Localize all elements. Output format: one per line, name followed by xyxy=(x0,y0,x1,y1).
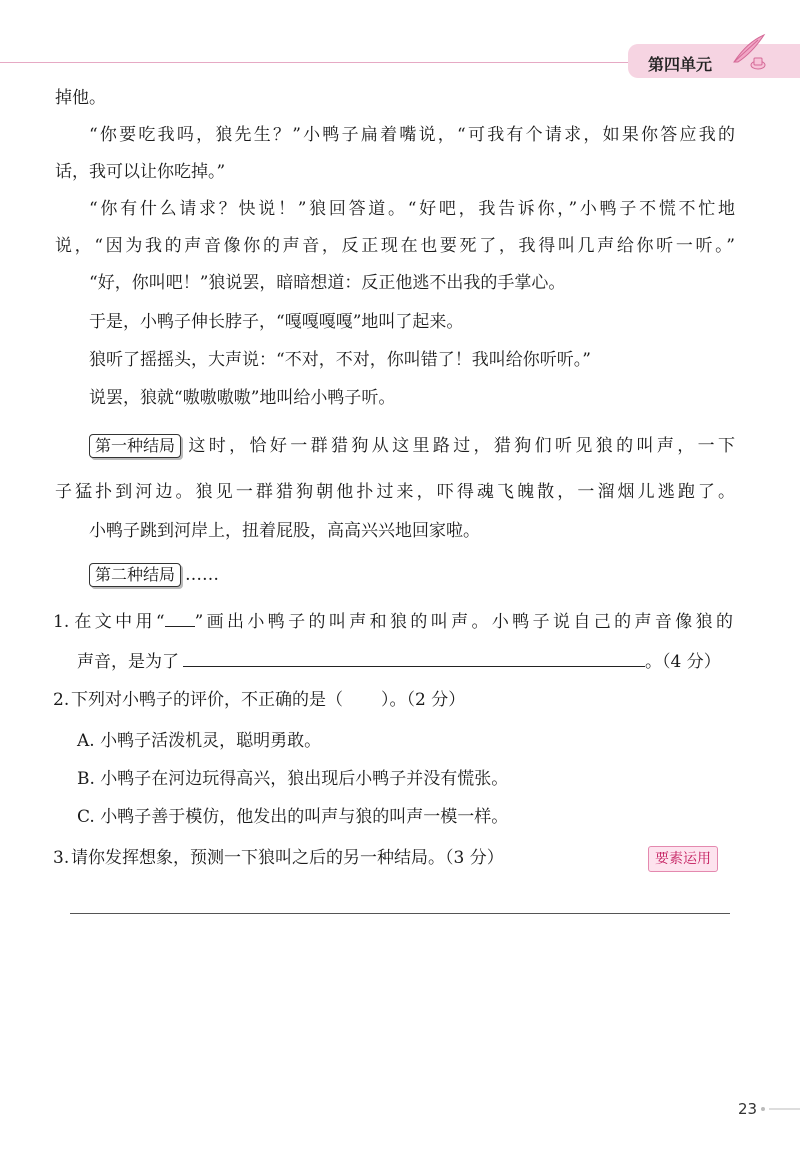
ending2-tag: 第二种结局 xyxy=(89,563,181,587)
header-rule xyxy=(0,62,640,63)
question-3 xyxy=(53,846,733,870)
question-text: 下列对小鸭子的评价，不正确的是（ xyxy=(71,690,343,710)
question-2 xyxy=(53,688,733,712)
ending1-line xyxy=(55,434,735,458)
ending1-line: 小鸭子跳到河岸上，扭着屁股，高高兴兴地回家啦。 xyxy=(89,521,480,541)
answer-blank[interactable] xyxy=(183,648,645,667)
story-line: 掉他。 xyxy=(55,88,106,108)
answer-line-q3[interactable] xyxy=(70,913,730,914)
ending1-text: 这时，恰好一群猎狗从这里路过，猎狗们听见狼的叫声，一下 xyxy=(185,436,735,456)
question-text: 声音，是为了 xyxy=(77,652,179,672)
story-line: 说，“因为我的声音像你的声音，反正现在也要死了，我得叫几声给你听一听。” xyxy=(55,236,735,256)
story-line: “你要吃我吗，狼先生？”小鸭子扁着嘴说，“可我有个请求，如果你答应我的 xyxy=(89,125,735,145)
story-line: 说罢，狼就“嗷嗷嗷嗷”地叫给小鸭子听。 xyxy=(89,388,396,408)
story-line: “好，你叫吧！”狼说罢，暗暗想道：反正他逃不出我的手掌心。 xyxy=(89,273,566,293)
ending2-text: …… xyxy=(185,565,220,585)
question-text: 在文中用“ xyxy=(71,612,165,632)
underline-sample-blank xyxy=(165,612,195,627)
question-number: 2. xyxy=(53,690,70,710)
question-text: ”画出小鸭子的叫声和狼的叫声。小鸭子说自己的声音像狼的 xyxy=(194,612,733,632)
ending2-line xyxy=(55,563,735,587)
story-line: 话，我可以让你吃掉。” xyxy=(55,162,226,182)
page-decoration xyxy=(760,1106,800,1112)
option-c: C. 小鸭子善于模仿，他发出的叫声与狼的叫声一模一样。 xyxy=(77,807,509,827)
question-number: 1. xyxy=(53,612,70,632)
unit-label: 第四单元 xyxy=(648,55,713,74)
question-text: 请你发挥想象，预测一下狼叫之后的另一种结局。（3 分） xyxy=(71,848,504,868)
story-line: 于是，小鸭子伸长脖子，“嘎嘎嘎嘎”地叫了起来。 xyxy=(89,312,464,332)
option-a: A. 小鸭子活泼机灵，聪明勇敢。 xyxy=(77,731,322,751)
question-1 xyxy=(53,610,733,634)
option-b: B. 小鸭子在河边玩得高兴，狼出现后小鸭子并没有慌张。 xyxy=(77,769,509,789)
question-number: 3. xyxy=(53,848,70,868)
question-score: 。（4 分） xyxy=(645,652,721,672)
question-score: ）。（2 分） xyxy=(381,690,466,710)
quill-ink-icon xyxy=(728,32,768,72)
question-1-cont xyxy=(77,648,737,674)
story-line: 狼听了摇摇头，大声说：“不对，不对，你叫错了！我叫给你听听。” xyxy=(89,350,591,370)
element-badge: 要素运用 xyxy=(648,846,718,872)
ending1-tag: 第一种结局 xyxy=(89,434,181,458)
page-number: 23 xyxy=(738,1100,758,1118)
story-line: “你有什么请求？快说！”狼回答道。“好吧，我告诉你，”小鸭子不慌不忙地 xyxy=(89,199,735,219)
ending1-line: 子猛扑到河边。狼见一群猎狗朝他扑过来，吓得魂飞魄散，一溜烟儿逃跑了。 xyxy=(55,482,735,502)
